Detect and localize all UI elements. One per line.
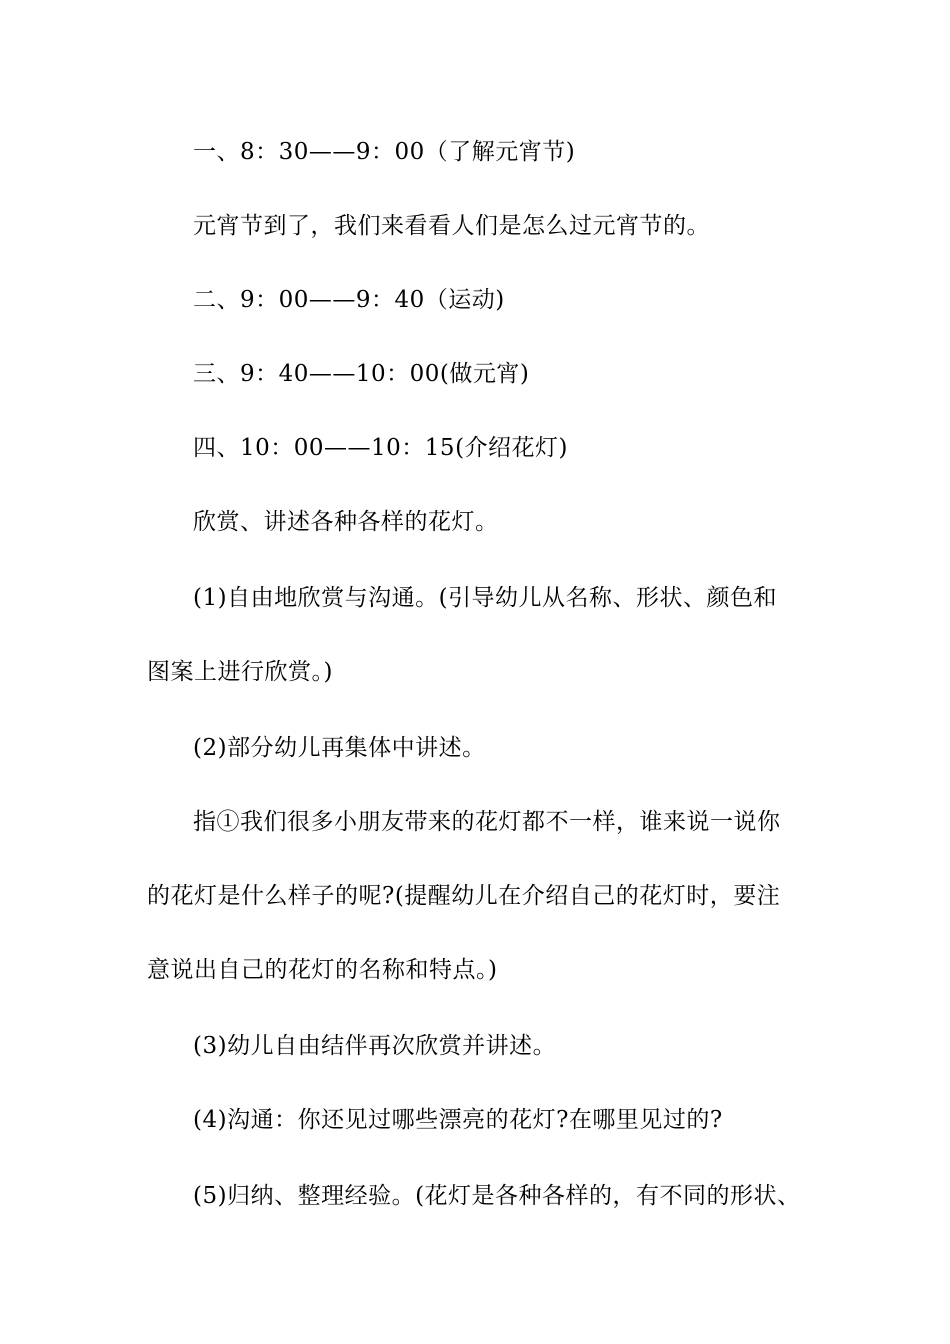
list-item-1: (1)自由地欣赏与沟通。(引导幼儿从名称、形状、颜色和 xyxy=(193,585,778,611)
paragraph-line-continued: 的花灯是什么样子的呢?(提醒幼儿在介绍自己的花灯时，要注 xyxy=(147,883,781,909)
paragraph-line: 元宵节到了，我们来看看人们是怎么过元宵节的。 xyxy=(193,213,710,239)
list-item-4: (4)沟通：你还见过哪些漂亮的花灯?在哪里见过的? xyxy=(193,1107,723,1133)
paragraph-line: 指①我们很多小朋友带来的花灯都不一样，谁来说一说你 xyxy=(193,809,781,835)
section-heading-1: 一、8：30——9：00（了解元宵节) xyxy=(193,139,576,165)
list-item-5: (5)归纳、整理经验。(花灯是各种各样的，有不同的形状、 xyxy=(193,1183,801,1209)
paragraph-line-continued: 意说出自己的花灯的名称和特点。) xyxy=(147,957,498,983)
list-item-1-continued: 图案上进行欣赏。) xyxy=(147,659,333,685)
section-heading-4: 四、10：00——10：15(介绍花灯) xyxy=(193,435,569,461)
paragraph-line: 欣赏、讲述各种各样的花灯。 xyxy=(193,509,499,535)
list-item-3: (3)幼儿自由结伴再次欣赏并讲述。 xyxy=(193,1033,557,1059)
list-item-2: (2)部分幼儿再集体中讲述。 xyxy=(193,735,486,761)
section-heading-3: 三、9：40——10：00(做元宵) xyxy=(193,361,530,387)
section-heading-2: 二、9：00——9：40（运动) xyxy=(193,287,505,313)
